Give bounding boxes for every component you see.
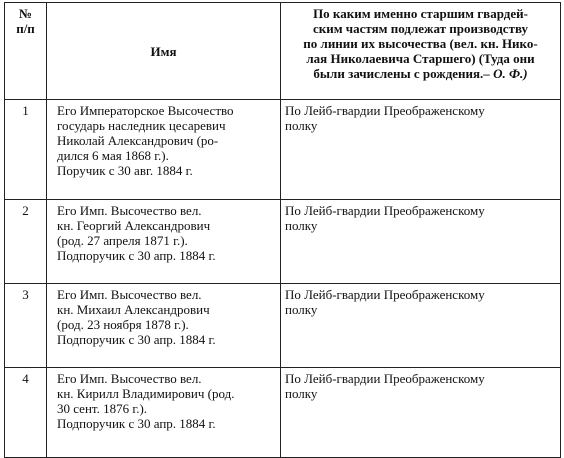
row-number: 2	[5, 200, 47, 284]
table-row	[5, 368, 561, 458]
header-number-abbr: п/п	[16, 21, 35, 36]
regiment-line: полку	[285, 218, 318, 233]
row-number: 1	[5, 100, 47, 200]
name-line: (род. 23 ноября 1878 г.).	[57, 317, 189, 332]
header-regiment-line: ским частям подлежат производству	[312, 21, 529, 36]
roster-table	[4, 2, 561, 458]
name-line: Подпоручик с 30 апр. 1884 г.	[57, 416, 216, 431]
row-name	[47, 100, 281, 200]
row-regiment	[281, 284, 561, 368]
row-number: 4	[5, 368, 47, 458]
row-regiment	[281, 200, 561, 284]
name-line: кн. Михаил Александрович	[57, 302, 210, 317]
name-line: 30 сент. 1876 г.).	[57, 401, 148, 416]
header-regiment-line: лая Николаевича Старшего) (Туда они	[306, 51, 535, 66]
name-line: Его Императорское Высочество	[57, 103, 234, 118]
name-line: кн. Георгий Александрович	[57, 218, 211, 233]
name-line: (род. 27 апреля 1871 г.).	[57, 233, 188, 248]
header-regiment-line	[287, 66, 554, 81]
header-number	[5, 3, 47, 100]
row-name	[47, 368, 281, 458]
header-regiment-line: по линии их высочества (вел. кн. Нико-	[303, 36, 538, 51]
regiment-line: полку	[285, 386, 318, 401]
header-number-symbol: №	[18, 6, 33, 21]
regiment-line: полку	[285, 302, 318, 317]
name-line: государь наследник цесаревич	[57, 118, 226, 133]
header-regiment-initials: О. Ф.)	[489, 66, 528, 81]
regiment-line: По Лейб-гвардии Преображенскому	[285, 287, 485, 302]
regiment-line: полку	[285, 118, 318, 133]
header-name: Имя	[47, 3, 281, 100]
name-line: Подпоручик с 30 апр. 1884 г.	[57, 332, 216, 347]
header-regiment-line: По каким именно старшим гвардей-	[313, 6, 528, 21]
name-line: Николай Александрович (ро-	[57, 133, 219, 148]
row-name	[47, 284, 281, 368]
table-row	[5, 200, 561, 284]
name-line: Подпоручик с 30 апр. 1884 г.	[57, 248, 216, 263]
table-row	[5, 284, 561, 368]
name-line: Его Имп. Высочество вел.	[57, 287, 202, 302]
regiment-line: По Лейб-гвардии Преображенскому	[285, 371, 485, 386]
table-header-row	[5, 3, 561, 100]
row-regiment	[281, 368, 561, 458]
name-line: Поручик с 30 авг. 1884 г.	[57, 163, 193, 178]
row-regiment	[281, 100, 561, 200]
header-regiment-text: были зачислены с рождения.–	[313, 66, 490, 81]
regiment-line: По Лейб-гвардии Преображенскому	[285, 203, 485, 218]
name-line: кн. Кирилл Владимирович (род.	[57, 386, 235, 401]
regiment-line: По Лейб-гвардии Преображенскому	[285, 103, 485, 118]
name-line: дился 6 мая 1868 г.).	[57, 148, 169, 163]
name-line: Его Имп. Высочество вел.	[57, 371, 202, 386]
header-regiment	[281, 3, 561, 100]
row-name	[47, 200, 281, 284]
row-number: 3	[5, 284, 47, 368]
table-row	[5, 100, 561, 200]
name-line: Его Имп. Высочество вел.	[57, 203, 202, 218]
